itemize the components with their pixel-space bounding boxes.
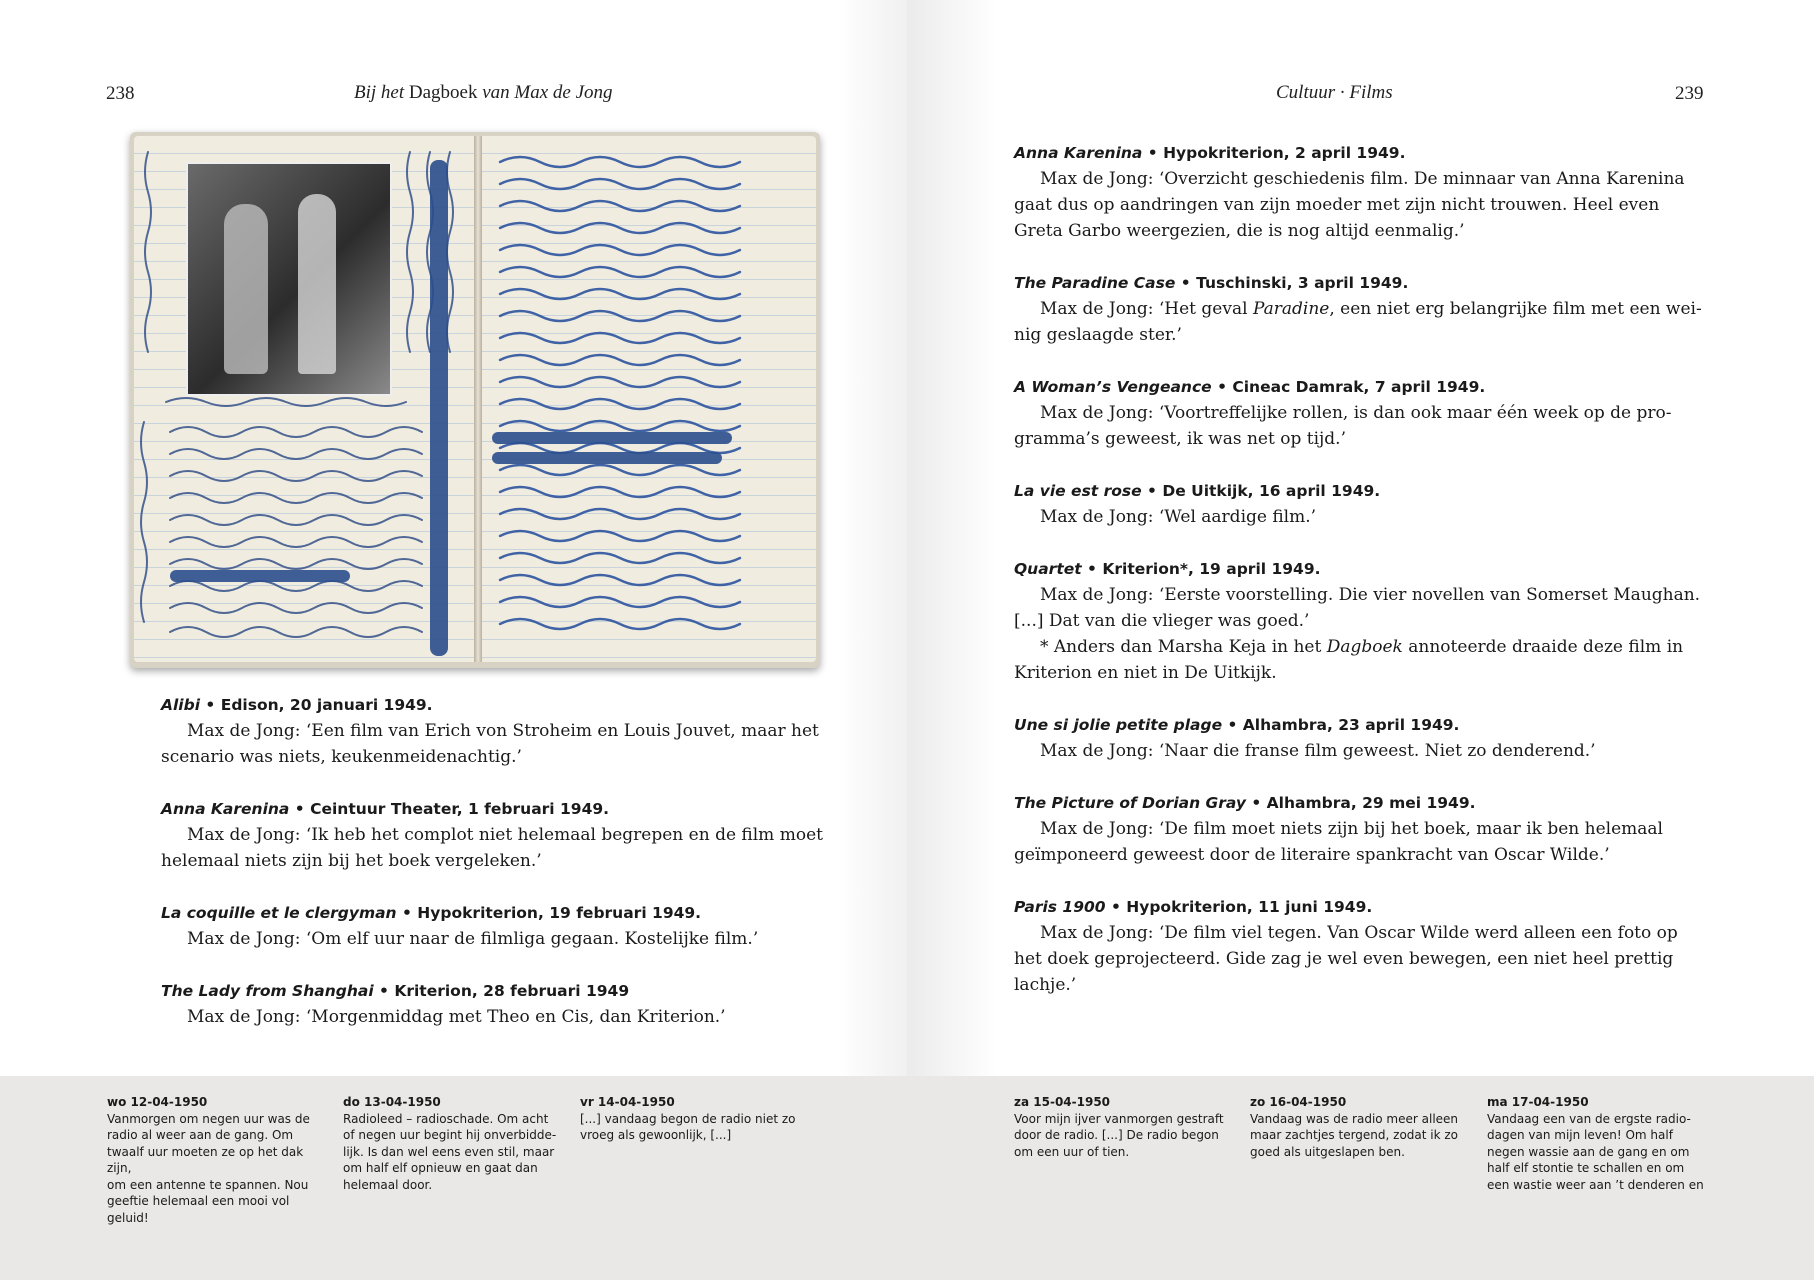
- film-entries-left: [161, 692, 861, 1056]
- film-entry: Anna Karenina • Hypokriterion, 2 april 1949. Max de Jong: ‘Overzicht geschiedenis film. De minnaar van Anna Karenina gaat dus op aandringen van zijn moeder met zijn nicht trouwen. Heel even Greta Garbo weergezien, die is nog altijd eenmalig.’: [1014, 144, 1685, 241]
- footnote: * Anders dan Marsha Keja in het Dagboek annoteerde draaide deze film in: [1040, 637, 1684, 657]
- film-entry: Alibi • Edison, 20 januari 1949. Max de Jong: ‘Een film van Erich von Stroheim en Louis Jouvet, maar het scenario was niets, keukenmeidenachtig.’: [161, 696, 819, 767]
- film-entries-right: [1014, 140, 1714, 1024]
- film-entry: Paris 1900 • Hypokriterion, 11 juni 1949. Max de Jong: ‘De film viel tegen. Van Oscar Wilde werd alleen een foto op het doek geprojecteerd. Gide zag je wel even bewegen, een niet heel prettig lachje.’: [1014, 898, 1678, 995]
- diary-entry: wo 12-04-1950 Vanmorgen om negen uur was de radio al weer aan de gang. Om twaalf uur moeten ze op het dak zijn, om een antenne te spannen. Nou geeftie helemaal een mooi vol geluid!: [107, 1095, 310, 1225]
- diary-entry: zo 16-04-1950 Vandaag was de radio meer alleen maar zachtjes tergend, zodat ik zo goed als uitgeslapen ben.: [1250, 1095, 1459, 1159]
- film-entry: Quartet • Kriterion*, 19 april 1949. Max de Jong: ‘Eerste voorstelling. Die vier novellen van Somerset Maughan. [...] Dat van die vlieger was goed.’ * Anders dan Marsha Keja in het Dagboek annoteerde draaide deze film in Kriterion en niet in De Uitkijk.: [1014, 556, 1714, 686]
- running-head-right: Cultuur · Films: [1276, 82, 1393, 103]
- film-entry: The Paradine Case • Tuschinski, 3 april 1949. Max de Jong: ‘Het geval Paradine, een niet erg belangrijke film met een wei- nig geslaagde ster.’: [1014, 274, 1702, 345]
- page-number-right: 239: [1675, 83, 1704, 104]
- film-entry: Anna Karenina • Ceintuur Theater, 1 februari 1949. Max de Jong: ‘Ik heb het complot niet helemaal begrepen en de film moet helemaal niets zijn bij het boek vergeleken.’: [161, 800, 823, 871]
- diary-entry: ma 17-04-1950 Vandaag een van de ergste radio- dagen van mijn leven! Om half negen wassie aan de gang en om half elf stontie te schallen en om een wastie weer aan ’t denderen en: [1487, 1095, 1704, 1192]
- film-entry: The Lady from Shanghai • Kriterion, 28 februari 1949 Max de Jong: ‘Morgenmiddag met Theo en Cis, dan Kriterion.’: [161, 982, 726, 1027]
- page-number-left: 238: [106, 83, 135, 104]
- diary-entry: do 13-04-1950 Radioleed – radioschade. Om acht of negen uur begint hij onverbidde- lijk. Is dan wel eens even stil, maar om half elf opnieuw en gaat dan helemaal door.: [343, 1095, 557, 1192]
- running-head-left: Bij het Dagboek van Max de Jong: [354, 82, 613, 103]
- film-entry: La coquille et le clergyman • Hypokriterion, 19 februari 1949. Max de Jong: ‘Om elf uur naar de filmliga gegaan. Kostelijke film.’: [161, 904, 759, 949]
- diary-entry: vr 14-04-1950 [...] vandaag begon de radio niet zo vroeg als gewoonlijk, [...]: [580, 1095, 796, 1142]
- handwriting-scribbles: [130, 132, 820, 668]
- film-entry: The Picture of Dorian Gray • Alhambra, 29 mei 1949. Max de Jong: ‘De film moet niets zijn bij het boek, maar ik ben helemaal geïmponeerd geweest door de literaire spankracht van Oscar Wilde.’: [1014, 794, 1663, 865]
- ink-strike-vertical: [430, 160, 448, 656]
- film-entry: Une si jolie petite plage • Alhambra, 23 april 1949. Max de Jong: ‘Naar die franse film geweest. Niet zo denderend.’: [1014, 716, 1596, 761]
- diary-strip: [0, 1076, 1814, 1280]
- diary-entry: za 15-04-1950 Voor mijn ijver vanmorgen gestraft door de radio. [...] De radio begon om een uur of tien.: [1014, 1095, 1224, 1159]
- film-entry: A Woman’s Vengeance • Cineac Damrak, 7 april 1949. Max de Jong: ‘Voortreffelijke rollen, is dan ook maar één week op de pro- gramma’s geweest, ik was net op tijd.’: [1014, 378, 1672, 449]
- film-entry: La vie est rose • De Uitkijk, 16 april 1949. Max de Jong: ‘Wel aardige film.’: [1014, 482, 1381, 527]
- diary-notebook-photo: [130, 132, 820, 668]
